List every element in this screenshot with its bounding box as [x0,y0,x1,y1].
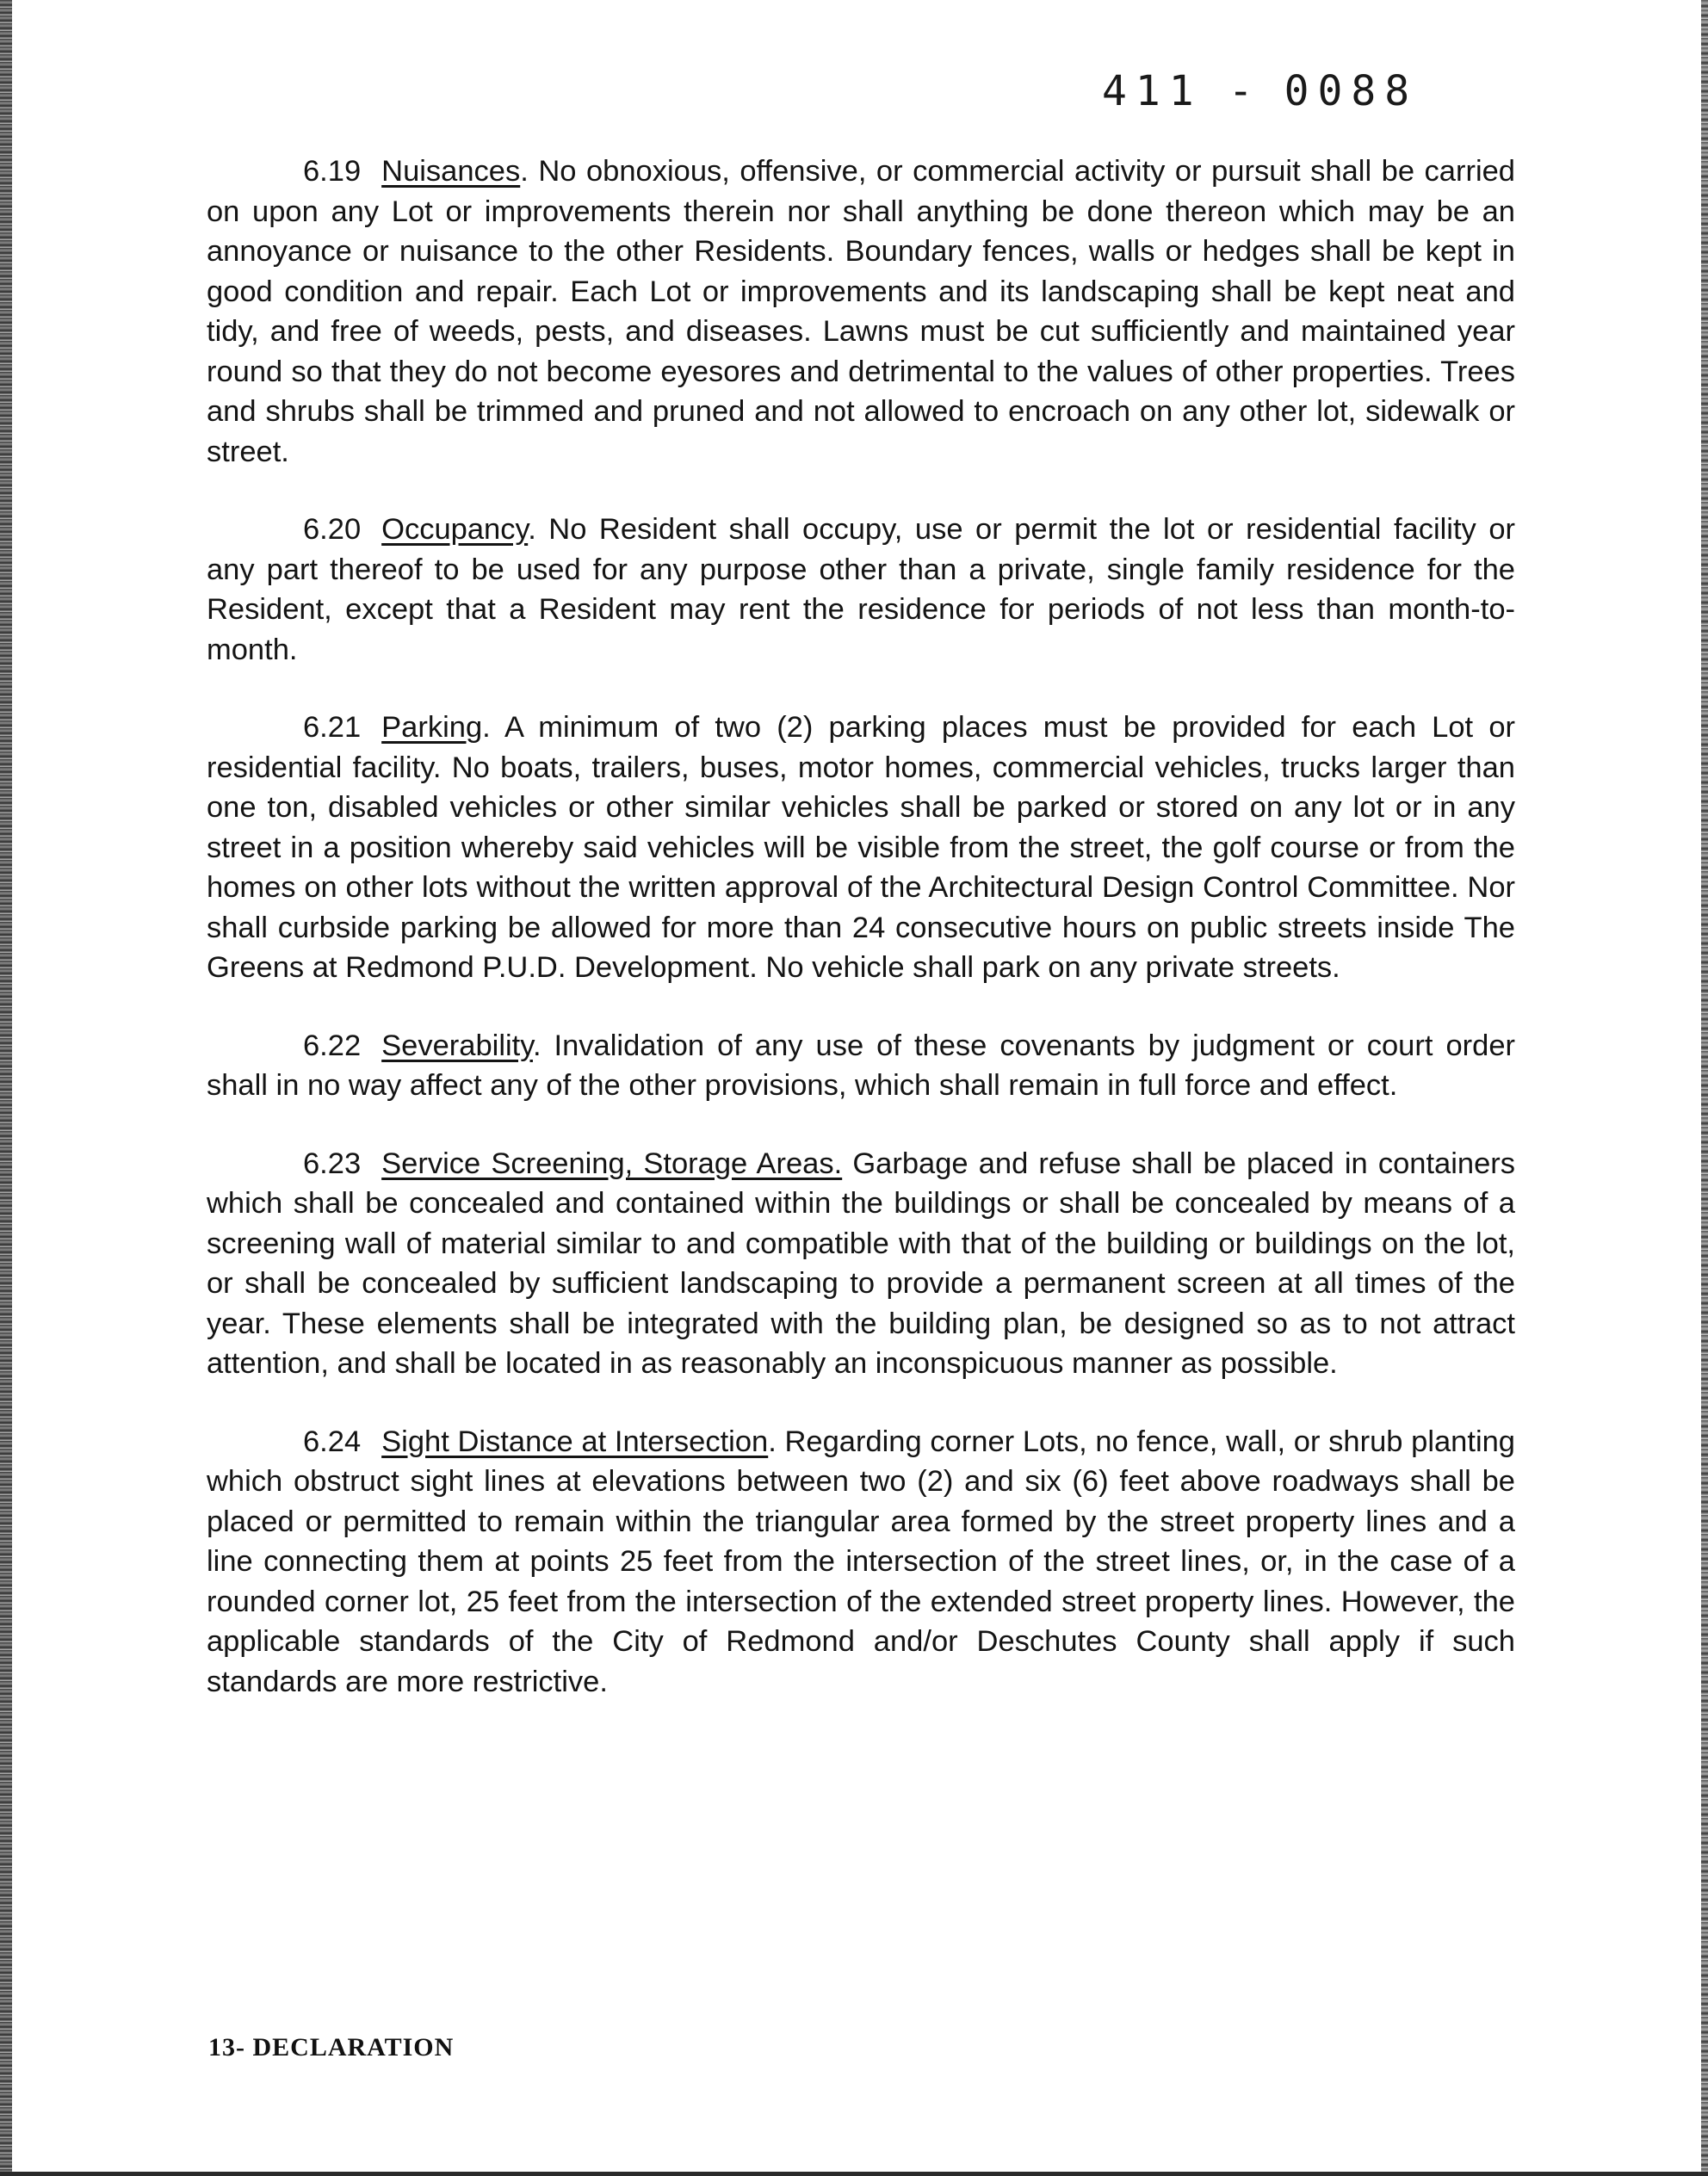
section-6-19 [207,151,1515,472]
scan-edge-right [1701,0,1708,2176]
page-number-left: 411 [1102,67,1203,115]
section-number: 6.20 [303,513,362,546]
scan-edge-bottom [0,2172,1708,2176]
section-number: 6.19 [303,155,362,188]
section-text: Garbage and refuse shall be placed in containers which shall be concealed and contained within the buildings or shall be concealed by means of a screening wall of material similar to and compatible with that of the building or buildings on the lot, or shall be concealed by sufficient landscaping to provide a permanent screen at all times of the year. These elements shall be integrated with the building plan, be designed so as to not attract attention, and shall be located in as reasonably an inconspicuous manner as possible. [207,1147,1515,1380]
section-title: Service Screening, Storage Areas. [381,1147,843,1180]
section-text: . Regarding corner Lots, no fence, wall, or shrub planting which obstruct sight lines at elevations between two (2) and six (6) feet above roadways shall be placed or permitted to remain within the triangular area formed by the street property lines and a line connecting them at points 25 feet from the intersection of the street lines, or, in the case of a rounded corner lot, 25 feet from the intersection of the extended street property lines. However, the applicable standards of the City of Redmond and/or Deschutes County shall apply if such standards are more restrictive. [207,1425,1515,1698]
section-6-22 [207,1026,1515,1106]
section-title: Parking [381,711,483,744]
section-6-24 [207,1422,1515,1703]
section-title: Occupancy [381,513,529,546]
page-number [1102,67,1418,115]
document-body [207,151,1515,1740]
section-number: 6.22 [303,1029,362,1062]
section-text: . A minimum of two (2) parking places must be provided for each Lot or residential facility. No boats, trailers, buses, motor homes, commercial vehicles, trucks larger than one ton, disabled vehicles or other similar vehicles shall be parked or stored on any lot or in any street in a position whereby said vehicles will be visible from the street, the golf course or from the homes on other lots without the written approval of the Architectural Design Control Committee. Nor shall curbside parking be allowed for more than 24 consecutive hours on public streets inside The Greens at Redmond P.U.D. Development. No vehicle shall park on any private streets. [207,711,1515,984]
section-text: . Invalidation of any use of these covenants by judgment or court order shall in no way affect any of the other provisions, which shall remain in full force and effect. [207,1029,1515,1102]
section-6-21 [207,708,1515,988]
section-number: 6.21 [303,711,362,744]
section-text: . No Resident shall occupy, use or permit the lot or residential facility or any part thereof to be used for any purpose other than a private, single family residence for the Resident, except that a Resident may rent the residence for periods of not less than month-to-month. [207,513,1515,666]
section-text: . No obnoxious, offensive, or commercial activity or pursuit shall be carried on upon any Lot or improvements therein nor shall anything be done thereon which may be an annoyance or nuisance to the other Residents. Boundary fences, walls or hedges shall be kept in good condition and repair. Each Lot or improvements and its landscaping shall be kept neat and tidy, and free of weeds, pests, and diseases. Lawns must be cut sufficiently and maintained year round so that they do not become eyesores and detrimental to the values of other properties. Trees and shrubs shall be trimmed and pruned and not allowed to encroach on any other lot, sidewalk or street. [207,155,1515,468]
section-title: Severability [381,1029,533,1062]
section-title: Sight Distance at Intersection [381,1425,769,1458]
page-number-right: 0088 [1284,67,1419,115]
section-number: 6.24 [303,1425,362,1458]
page-number-dash: - [1228,67,1262,115]
footer-declaration: 13- DECLARATION [208,2033,455,2062]
scan-edge-left [0,0,12,2176]
section-number: 6.23 [303,1147,362,1180]
section-6-20 [207,510,1515,670]
section-title: Nuisances [381,155,521,188]
section-6-23 [207,1144,1515,1384]
